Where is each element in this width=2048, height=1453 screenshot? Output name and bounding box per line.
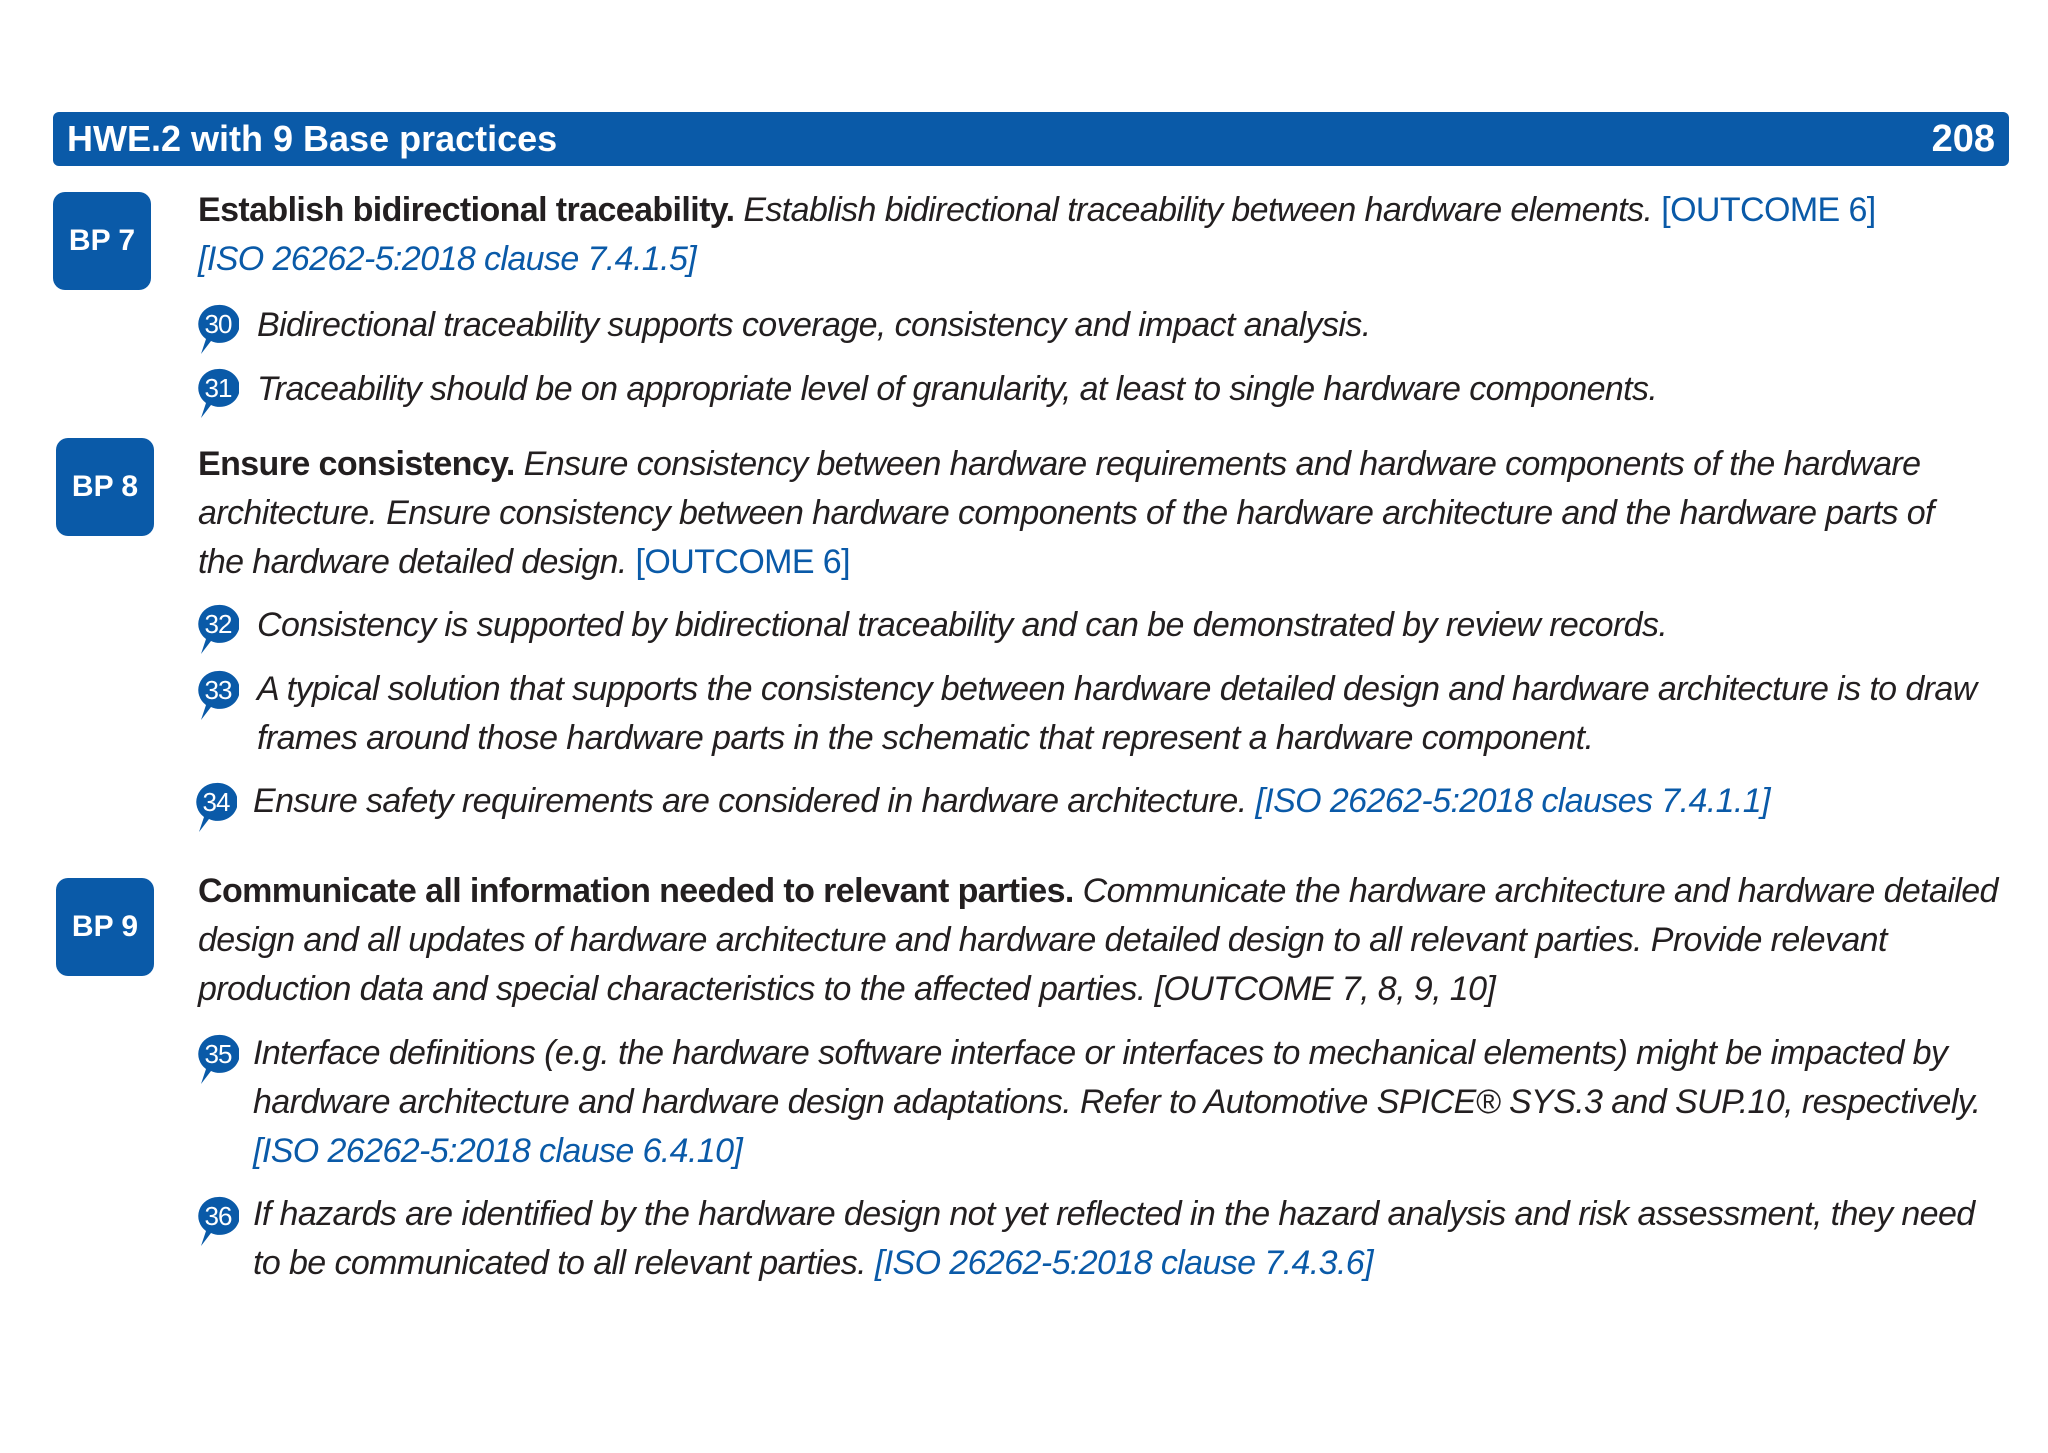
bp9-text: Communicate the hardware architecture and hardware detailed design and all updates of hardware architecture and hardware detailed design to all relevant parties. Provide relevant production data and special characteristics to the affected parties. [OUTCOME 7, 8, 9, 10] xyxy=(198,872,1998,1008)
note-34-text: Ensure safety requirements are considered in hardware architecture. xyxy=(253,782,1247,820)
bp8-badge: BP 8 xyxy=(56,438,154,536)
note-35-item xyxy=(253,1029,1998,1176)
note-33-text: A typical solution that supports the consistency between hardware detailed design and hardware architecture is to draw frames around those hardware parts in the schematic that represent a hardware component. xyxy=(257,670,1977,757)
bp7-description xyxy=(198,186,1988,284)
note-30-text: Bidirectional traceability supports coverage, consistency and impact analysis. xyxy=(257,306,1371,344)
note-31-text: Traceability should be on appropriate level of granularity, at least to single hardware components. xyxy=(257,370,1658,408)
bp7-title: Establish bidirectional traceability. xyxy=(198,191,735,229)
bp7-badge: BP 7 xyxy=(53,192,151,290)
section-header xyxy=(53,112,2009,166)
bp7-iso-ref: [ISO 26262-5:2018 clause 7.4.1.5] xyxy=(198,240,697,278)
note-34-iso-ref: [ISO 26262-5:2018 clauses 7.4.1.1] xyxy=(1255,782,1770,820)
bp9-badge: BP 9 xyxy=(56,878,154,976)
note-badge-33: 33 xyxy=(197,670,239,722)
page-number: 208 xyxy=(1931,117,1995,160)
note-32-text: Consistency is supported by bidirectional traceability and can be demonstrated by review records. xyxy=(257,606,1668,644)
bp7-text: Establish bidirectional traceability between hardware elements. xyxy=(743,191,1653,229)
note-badge-36: 36 xyxy=(197,1196,239,1248)
bp9-title: Communicate all information needed to relevant parties. xyxy=(198,872,1074,910)
bp8-text: Ensure consistency between hardware requirements and hardware components of the hardware architecture. Ensure consistency between hardware components of the hardware architecture and the hardware parts of the hardware detailed design. xyxy=(198,445,1934,581)
note-36-text: If hazards are identified by the hardware design not yet reflected in the hazard analysis and risk assessment, they need to be communicated to all relevant parties. xyxy=(253,1195,1975,1282)
note-badge-32: 32 xyxy=(197,604,239,656)
bp7-outcome-ref: [OUTCOME 6] xyxy=(1661,191,1876,229)
note-badge-35: 35 xyxy=(197,1034,239,1086)
note-badge-34: 34 xyxy=(195,782,237,834)
note-36-item xyxy=(253,1190,1998,1288)
bp8-title: Ensure consistency. xyxy=(198,445,515,483)
section-title: HWE.2 with 9 Base practices xyxy=(67,118,558,159)
note-35-text: Interface definitions (e.g. the hardware software interface or interfaces to mechanical elements) might be impacted by hardware architecture and hardware design adaptations. Refer to Automotive SPICE® SYS.3 and SUP.10, respectively. xyxy=(253,1034,1981,1121)
bp8-outcome-ref: [OUTCOME 6] xyxy=(635,543,850,581)
note-36-iso-ref: [ISO 26262-5:2018 clause 7.4.3.6] xyxy=(874,1244,1373,1282)
note-35-iso-ref: [ISO 26262-5:2018 clause 6.4.10] xyxy=(253,1132,743,1170)
bp8-description xyxy=(198,440,1958,587)
note-34-item xyxy=(253,777,2013,826)
bp9-description xyxy=(198,867,1998,1014)
note-badge-31: 31 xyxy=(197,368,239,420)
note-badge-30: 30 xyxy=(197,304,239,356)
